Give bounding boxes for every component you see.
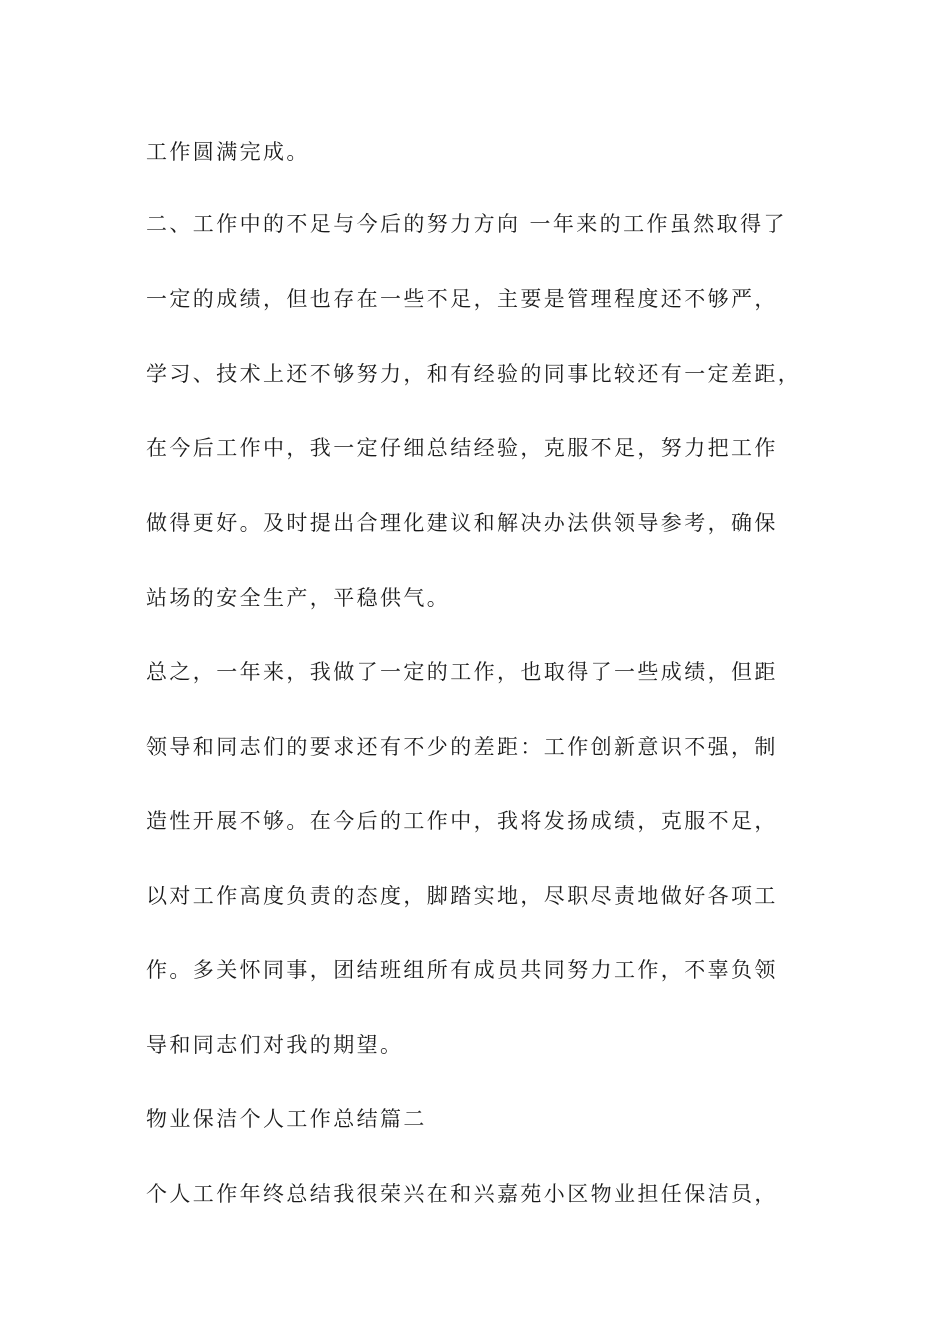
- paragraph-line: 导和同志们对我的期望。: [146, 1033, 404, 1057]
- paragraph-line: 以对工作高度负责的态度，脚踏实地，尽职尽责地做好各项工: [146, 884, 778, 908]
- paragraph-line: 做得更好。及时提出合理化建议和解决办法供领导参考，确保: [146, 511, 778, 535]
- paragraph-line: 领导和同志们的要求还有不少的差距：工作创新意识不强，制: [146, 735, 778, 759]
- paragraph-line: 总之，一年来，我做了一定的工作，也取得了一些成绩，但距: [146, 660, 778, 684]
- section-heading: 物业保洁个人工作总结篇二: [146, 1107, 427, 1131]
- paragraph-line: 站场的安全生产，平稳供气。: [146, 586, 451, 610]
- paragraph-line: 在今后工作中，我一定仔细总结经验，克服不足，努力把工作: [146, 436, 778, 460]
- paragraph-line: 一定的成绩，但也存在一些不足，主要是管理程度还不够严，: [146, 287, 778, 311]
- paragraph-line: 学习、技术上还不够努力，和有经验的同事比较还有一定差距，: [146, 362, 802, 386]
- paragraph-line: 个人工作年终总结我很荣兴在和兴嘉苑小区物业担任保洁员，: [146, 1182, 778, 1206]
- paragraph-line: 二、工作中的不足与今后的努力方向 一年来的工作虽然取得了: [146, 212, 787, 236]
- paragraph-line: 造性开展不够。在今后的工作中，我将发扬成绩，克服不足，: [146, 809, 778, 833]
- paragraph-line: 作。多关怀同事，团结班组所有成员共同努力工作，不辜负领: [146, 958, 778, 982]
- paragraph-line: 工作圆满完成。: [146, 140, 310, 164]
